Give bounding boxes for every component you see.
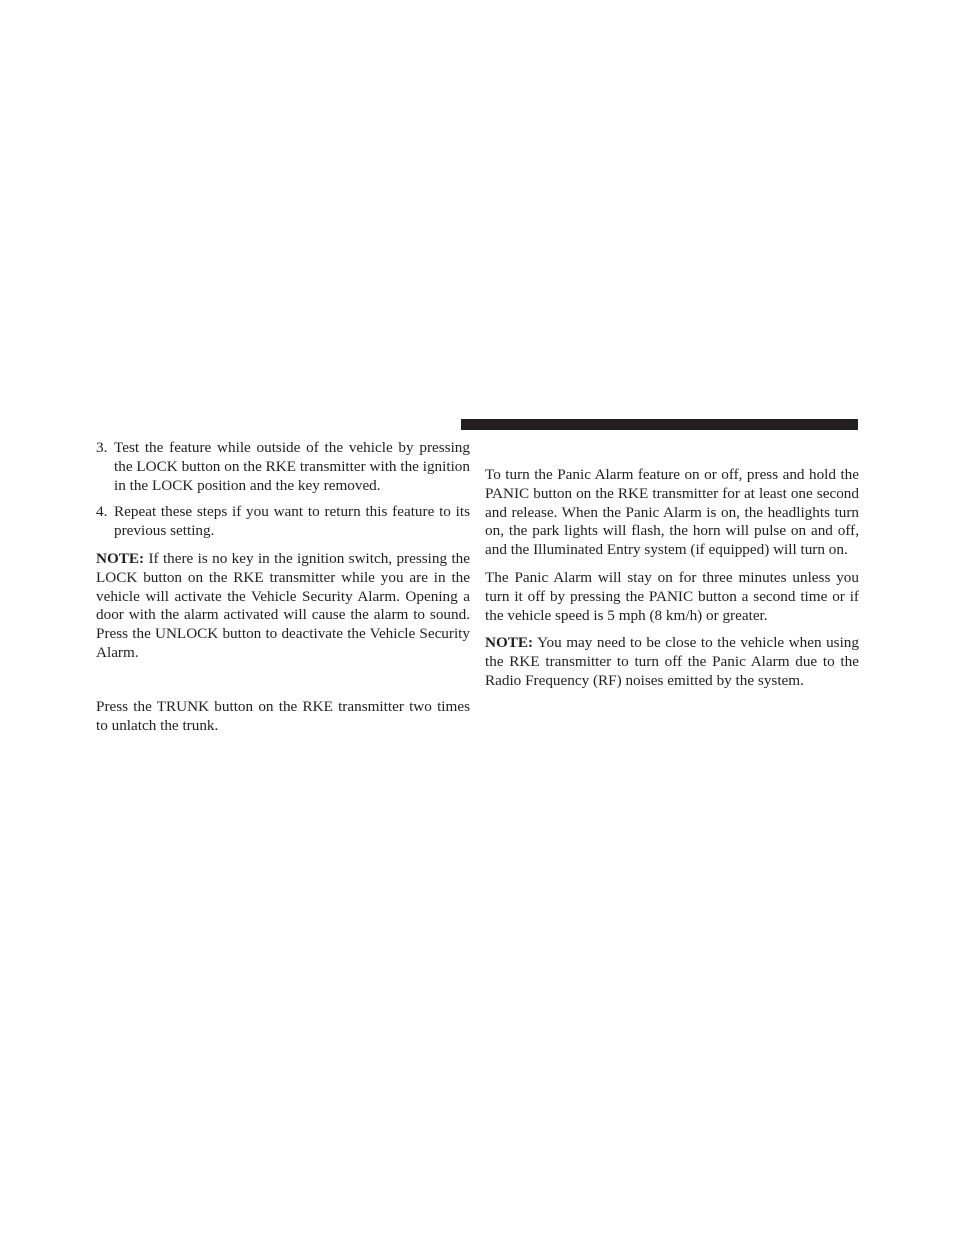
- trunk-paragraph: Press the TRUNK button on the RKE transmitter two times to unlatch the trunk.: [96, 697, 470, 734]
- list-number: 4.: [96, 503, 108, 521]
- panic-paragraph-1: To turn the Panic Alarm feature on or off, press and hold the PANIC button on the RKE transmitter for at least one second and release. When the Panic Alarm is on, the headlights turn on, the park lights will flash, the horn will pulse on and off, and the Illuminated Entry system (if equipped) will turn on.: [485, 466, 859, 559]
- note-text: If there is no key in the ignition switch, pressing the LOCK button on the RKE transmitter while you are in the vehicle will activate the Vehicle Security Alarm. Opening a door with the alarm activated will cause the alarm to sound. Press the UNLOCK button to deactivate the Vehicle Security Alarm.: [96, 549, 470, 661]
- panic-paragraph-2: The Panic Alarm will stay on for three minutes unless you turn it off by pressing the PANIC button a second time or if the vehicle speed is 5 mph (8 km/h) or greater.: [485, 568, 859, 624]
- note-paragraph: [485, 634, 859, 690]
- list-item: [96, 503, 470, 541]
- note-paragraph: [96, 550, 470, 663]
- list-text: Test the feature while outside of the vehicle by pressing the LOCK button on the RKE transmitter with the ignition in the LOCK position and the key removed.: [114, 439, 470, 494]
- note-label: NOTE:: [485, 634, 534, 652]
- right-column: [485, 466, 859, 691]
- list-text: Repeat these steps if you want to return this feature to its previous setting.: [114, 503, 470, 540]
- list-item: [96, 439, 470, 495]
- left-column: [96, 439, 470, 735]
- list-number: 3.: [96, 439, 108, 456]
- note-text: You may need to be close to the vehicle when using the RKE transmitter to turn off the Panic Alarm due to the Radio Frequency (RF) noises emitted by the system.: [485, 634, 859, 689]
- section-header-bar: [461, 419, 858, 430]
- note-label: NOTE:: [96, 549, 145, 567]
